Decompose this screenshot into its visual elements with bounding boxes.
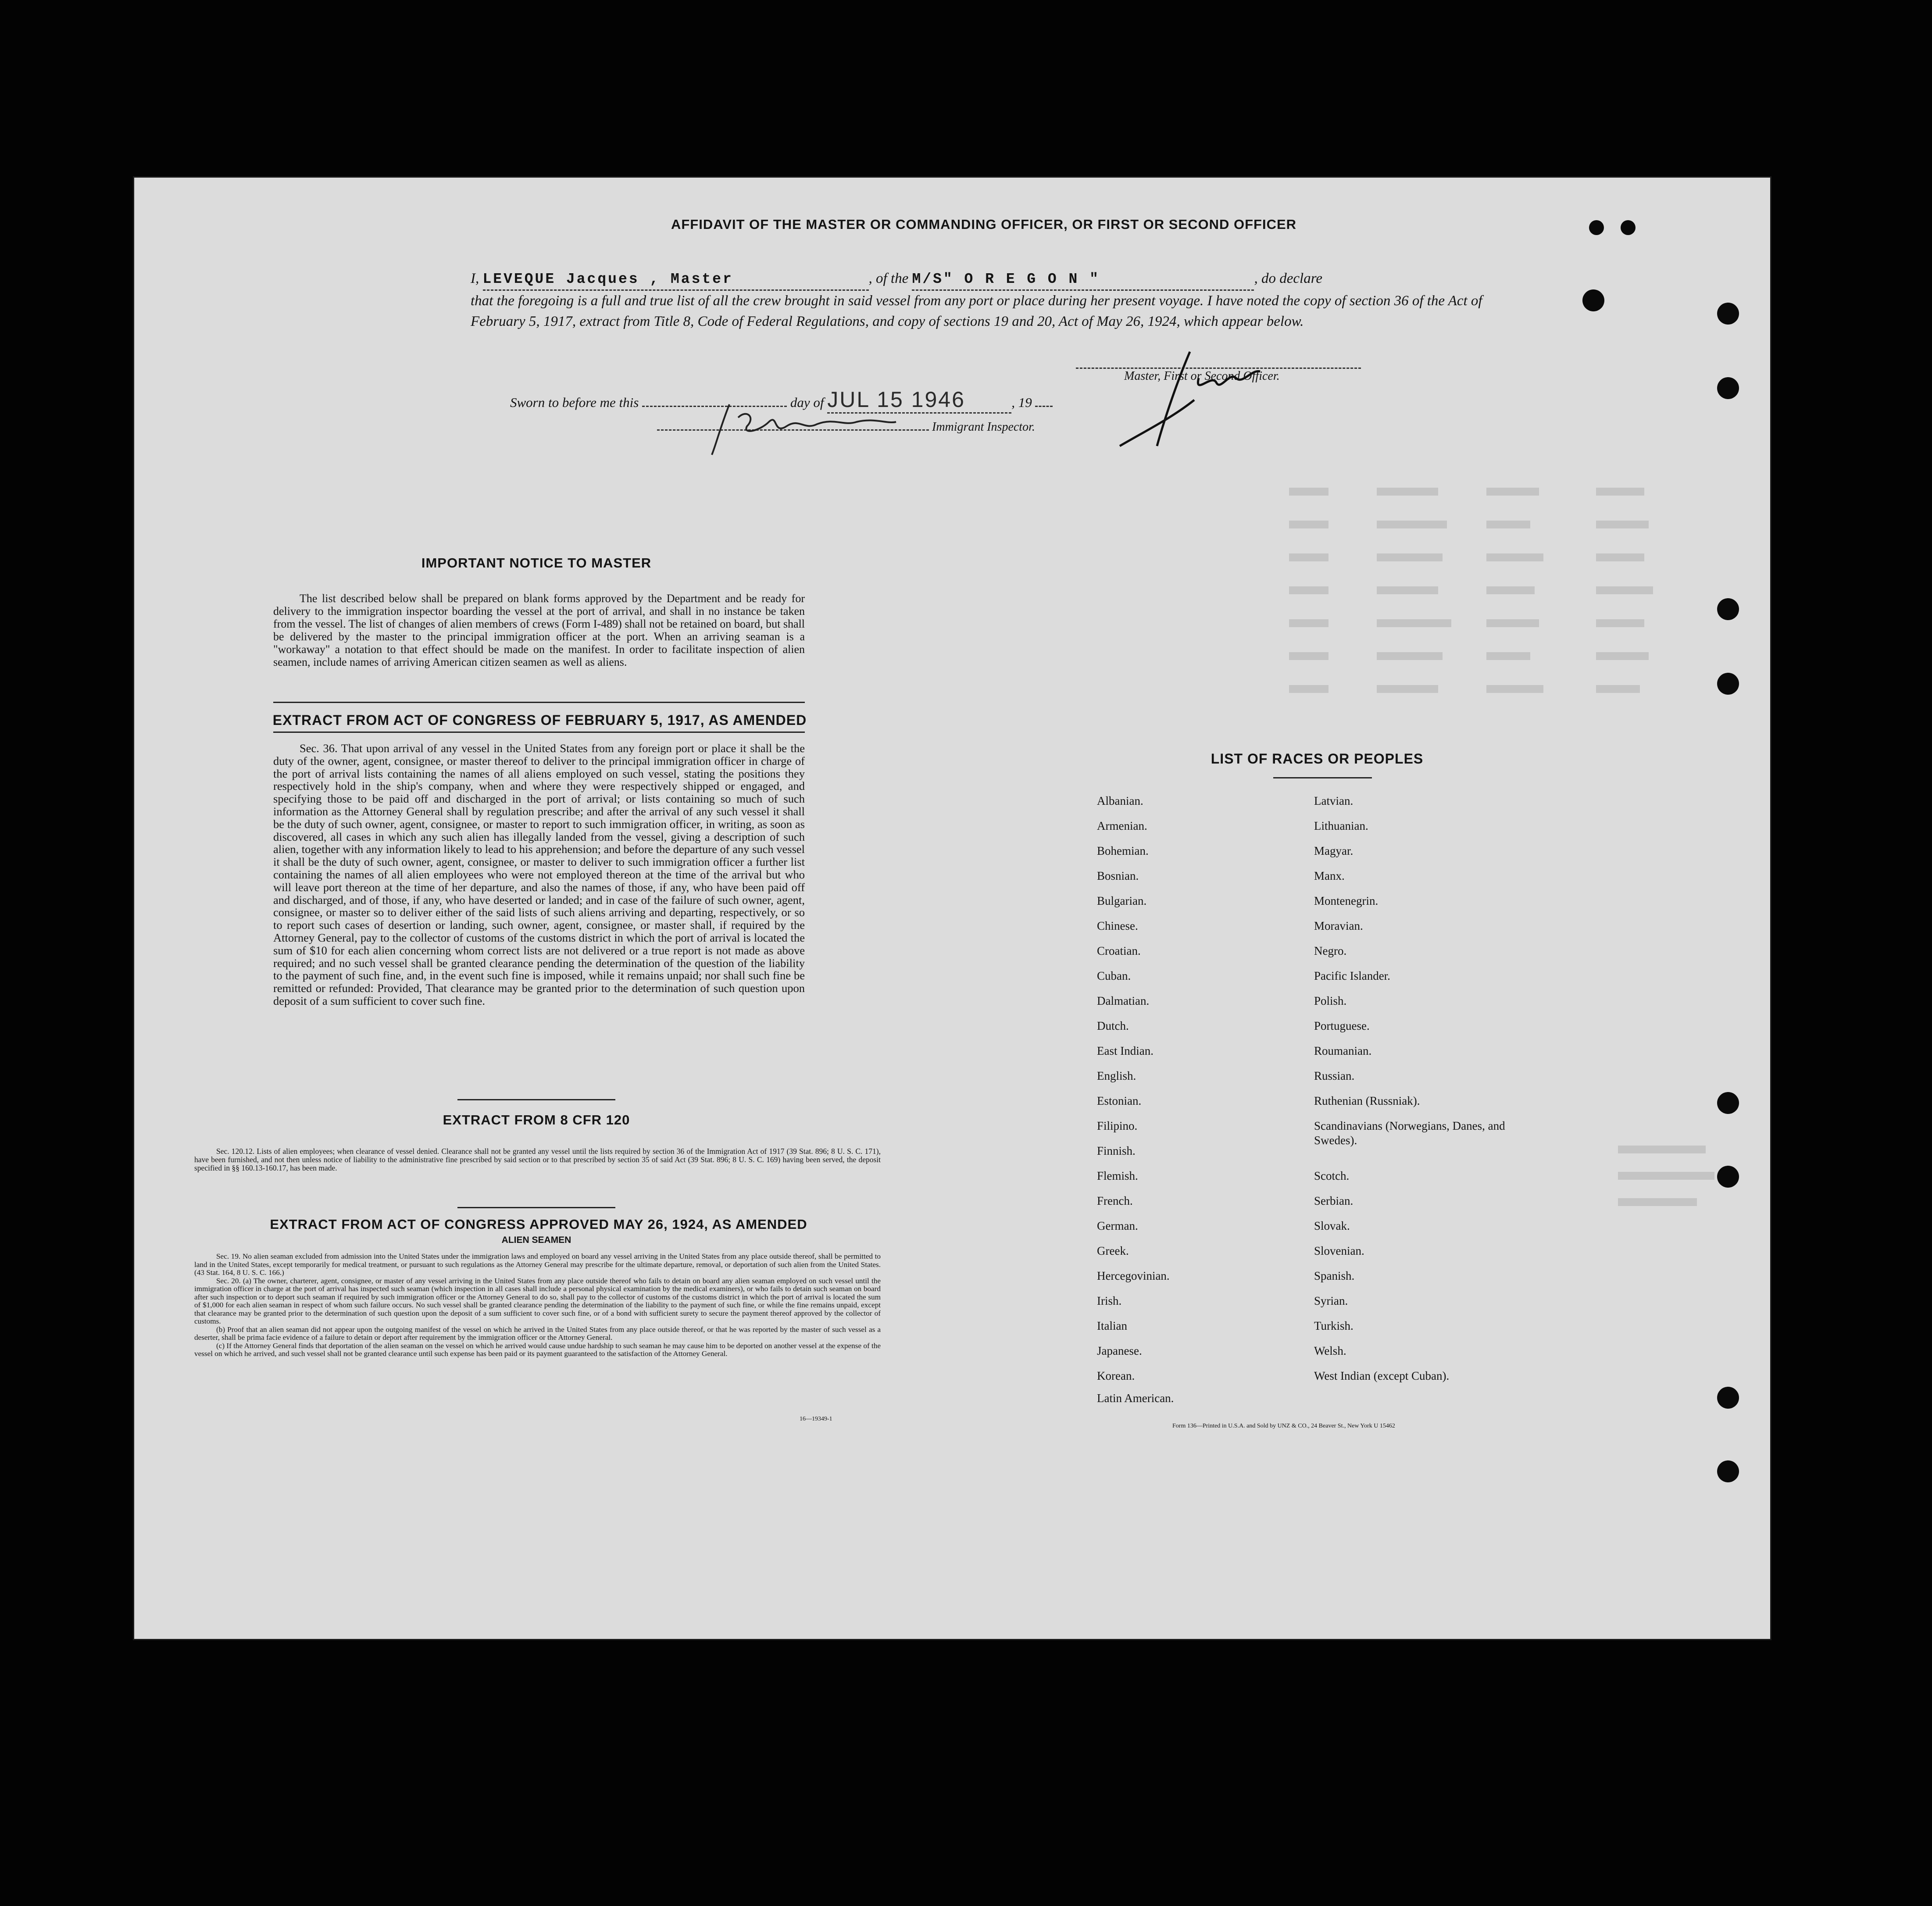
race-item: Cuban. [1097, 969, 1131, 982]
extract-1924-text [194, 1253, 881, 1358]
declaration-text: that the foregoing is a full and true list of all the crew brought in said vessel from any port or place during her present voyage. I have noted the copy of section 36 of the Act of February 5, 1917, extract from Title 8, Code of Federal Regulations, and copy of sections 19 and 20, Act of May 26, 1924, which appear below. [471, 293, 1482, 329]
day-of-label: day of [790, 395, 824, 410]
inspector-signature [703, 400, 931, 457]
notice-heading: IMPORTANT NOTICE TO MASTER [421, 555, 652, 571]
race-item: Moravian. [1314, 919, 1363, 932]
race-item: Spanish. [1314, 1269, 1355, 1282]
race-item: Latvian. [1314, 794, 1353, 807]
sec-20a-paragraph: Sec. 20. (a) The owner, charterer, agent, consignee, or master of any vessel arriving in the United States from any place outside thereof who fails to detain on board any alien seaman employed on such vessel until the immigration officer in charge at the port of arrival has inspected such seaman (which inspection in all cases shall include a personal physical examination by the medical examiners), or who fails to detain such seaman on board after such inspection or to deport such seaman if required by such immigration officer or the Attorney General to do so, shall pay to the collector of customs of the customs district in which the port of arrival is located the sum of $1,000 for each alien seaman in respect of whom such failure occurs. No such vessel shall be granted clearance pending the determination of the liability to the payment of such fine, or while the fine remains unpaid, except that clearance may be granted prior to the determination of such question upon the deposit of a sum sufficient to cover such fine, or of a bond with sufficient surety to secure the payment thereof approved by the collector of customs. [194, 1276, 881, 1325]
punch-hole [1589, 220, 1604, 235]
document-page [133, 176, 1771, 1640]
date-stamp: JUL 15 1946 [827, 387, 965, 412]
race-item: Dalmatian. [1097, 994, 1150, 1007]
declaration-first-line [471, 268, 1532, 291]
section-divider [457, 1207, 615, 1208]
race-item: Filipino. [1097, 1119, 1138, 1132]
race-item: Russian. [1314, 1069, 1355, 1082]
punch-hole [1582, 289, 1604, 311]
punch-hole [1717, 377, 1739, 399]
race-item: Ruthenian (Russniak). [1314, 1094, 1420, 1107]
extract-cfr-text: Sec. 120.12. Lists of alien employees; when clearance of vessel denied. Clearance shall not be granted any vessel until the lists required by section 36 of the Immigration Act of 1917 (39 Stat. 896; 8 U. S. C. 171), have been furnished, and not then unless notice of liability to the administrative fine prescribed by said section or to that prescribed by section 35 of said Act (39 Stat. 896; 8 U. S. C. 169) having been served, the deposit specified in §§ 160.13-160.17, has been made. [194, 1147, 881, 1172]
races-heading: LIST OF RACES OR PEOPLES [1211, 751, 1424, 767]
notice-text: The list described below shall be prepared on blank forms approved by the Department and be ready for delivery to the immigration inspector boarding the vessel at the port of arrival, and shall in no instance be taken from the vessel. The list of changes of alien members of crews (Form I-489) shall not be retained on board, but shall be delivered by the master to the principal immigration officer at the port. When an arriving seaman is a "workaway" a notation to that effect should be made on the manifest. In order to facilitate inspection of alien seamen, include names of arriving American citizen seamen as well as aliens. [273, 592, 805, 668]
do-declare-label: , do declare [1254, 271, 1322, 286]
bleed-through-background [719, 479, 1771, 1356]
race-item: Syrian. [1314, 1294, 1348, 1307]
race-item: Bohemian. [1097, 844, 1149, 857]
race-item: Finnish. [1097, 1144, 1136, 1157]
section-divider [273, 732, 805, 733]
race-item: Lithuanian. [1314, 819, 1368, 832]
race-item: Turkish. [1314, 1319, 1353, 1332]
race-item: Pacific Islander. [1314, 969, 1390, 982]
race-item: French. [1097, 1194, 1133, 1207]
form-number: 16—19349-1 [800, 1416, 832, 1422]
extract-cfr-heading: EXTRACT FROM 8 CFR 120 [443, 1112, 630, 1128]
race-item: Slovenian. [1314, 1244, 1364, 1257]
race-item: Croatian. [1097, 944, 1141, 957]
race-item: Bosnian. [1097, 869, 1139, 882]
race-item: Japanese. [1097, 1344, 1142, 1357]
race-item: Polish. [1314, 994, 1347, 1007]
sworn-label: Sworn to before me this [510, 395, 639, 410]
year-prefix: , 19 [1011, 395, 1032, 410]
of-the-label: , of the [868, 271, 909, 286]
race-item: Welsh. [1314, 1344, 1346, 1357]
punch-hole [1717, 1460, 1739, 1482]
race-item: Korean. [1097, 1369, 1135, 1382]
race-item: Estonian. [1097, 1094, 1142, 1107]
race-item: Flemish. [1097, 1169, 1138, 1182]
races-heading-underline [1273, 777, 1372, 778]
sec-20c-paragraph: (c) If the Attorney General finds that deportation of the alien seaman on the vessel on which he arrived would cause undue hardship to such seaman he may cause him to be deported on another vessel at the expense of the vessel on which he arrived, and such vessel shall not be granted clearance until such expense has been paid or its payment guaranteed to the satisfaction of the Attorney General. [194, 1341, 881, 1358]
master-name: LEVEQUE Jacques , Master [482, 271, 733, 287]
race-item: Italian [1097, 1319, 1127, 1332]
punch-hole [1717, 303, 1739, 325]
punch-hole [1717, 1387, 1739, 1409]
race-item: Latin American. [1097, 1392, 1174, 1405]
section-divider [273, 702, 805, 703]
race-item: Slovak. [1314, 1219, 1350, 1232]
race-item: Armenian. [1097, 819, 1147, 832]
race-item: Irish. [1097, 1294, 1122, 1307]
race-item: Magyar. [1314, 844, 1353, 857]
race-item: Portuguese. [1314, 1019, 1370, 1032]
race-item: Negro. [1314, 944, 1347, 957]
inspector-label: Immigrant Inspector. [932, 420, 1035, 434]
affidavit-declaration [471, 268, 1532, 332]
race-item: Montenegrin. [1314, 894, 1378, 907]
vessel-field [912, 268, 1254, 291]
year-field [1035, 406, 1053, 407]
section-divider [457, 1099, 615, 1100]
vessel-name: M/S" O R E G O N " [912, 271, 1100, 287]
race-item: Scotch. [1314, 1169, 1350, 1182]
race-item: Scandinavians (Norwegians, Danes, and Swedes). [1314, 1119, 1505, 1147]
race-item: Bulgarian. [1097, 894, 1147, 907]
race-item: German. [1097, 1219, 1138, 1232]
race-item: Dutch. [1097, 1019, 1129, 1032]
race-item: Greek. [1097, 1244, 1129, 1257]
race-item: Roumanian. [1314, 1044, 1372, 1057]
race-item: Hercegovinian. [1097, 1269, 1170, 1282]
race-item: Albanian. [1097, 794, 1143, 807]
race-item: West Indian (except Cuban). [1314, 1369, 1450, 1382]
punch-hole [1621, 220, 1636, 235]
sec-20b-paragraph: (b) Proof that an alien seaman did not appear upon the outgoing manifest of the vessel on which he arrived in the United States from any place outside thereof, or that he was reported by the master of such vessel as a deserter, shall be prima facie evidence of a failure to detain or deport after requirement by the immigration officer or the Attorney General. [194, 1325, 881, 1342]
alien-seamen-subheading: ALIEN SEAMEN [501, 1235, 571, 1245]
race-item: Manx. [1314, 869, 1345, 882]
punch-hole [1717, 1166, 1739, 1188]
extract-1924-heading: EXTRACT FROM ACT OF CONGRESS APPROVED MAY 26, 1924, AS AMENDED [270, 1217, 807, 1232]
affidavit-title: AFFIDAVIT OF THE MASTER OR COMMANDING OFFICER, OR FIRST OR SECOND OFFICER [671, 217, 1297, 232]
declaration-i: I, [471, 271, 479, 286]
race-item: Serbian. [1314, 1194, 1353, 1207]
master-signature [1111, 347, 1273, 453]
extract-1917-text: Sec. 36. That upon arrival of any vessel in the United States from any foreign port or place it shall be the duty of the owner, agent, consignee, or master thereof to deliver to the principal immigration officer in charge of the port of arrival lists containing the names of all aliens employed on such vessel, stating the positions they respectively hold in the ship's company, when and where they were respectively shipped or engaged, and specifying those to be paid off and discharged in the port of arrival; or lists containing so much of such information as the Attorney General shall by regulation prescribe; and after the arrival of any such vessel it shall be the duty of such owner, agent, consignee, or master to report to such immigration officer, in writing, as soon as discovered, all cases in which any such alien has illegally landed from the vessel, giving a description of such alien, together with any information likely to lead to his apprehension; and before the departure of any such vessel it shall be the duty of such owner, agent, consignee, or master to deliver to such immigration officer a further list containing the names of all alien employees who were not employed thereon at the time of the arrival but who will leave port thereon at the time of her departure, and also the names of those, if any, who have been paid off and discharged, and of those, if any, who have deserted or landed; and in case of the failure of such owner, agent, consignee, or master so to deliver either of the said lists of such aliens arriving and departing, respectively, or so to report such cases of desertion or landing, such owner, agent, consignee, or master shall, if required by the Attorney General, pay to the collector of customs of the customs district in which the port of arrival is located the sum of $10 for each alien concerning whom correct lists are not delivered or a true report is not made as above required; and no such vessel shall be granted clearance pending the determination of the question of the liability to the payment of such fine, and, in the event such fine is imposed, while it remains unpaid; nor shall such fine be remitted or refunded: Provided, That clearance may be granted prior to the determination of such question upon deposit of a sum sufficient to cover such fine. [273, 742, 805, 1007]
punch-hole [1717, 1092, 1739, 1114]
punch-hole [1717, 673, 1739, 695]
punch-hole [1717, 598, 1739, 620]
race-item: English. [1097, 1069, 1136, 1082]
sec-19-paragraph: Sec. 19. No alien seaman excluded from admission into the United States under the immigration laws and employed on board any vessel arriving in the United States from any place outside thereof, shall be permitted to land in the United States, except temporarily for medical treatment, or pursuant to such regulations as the Attorney General may prescribe for the ultimate departure, removal, or deportation of such alien from the United States. (43 Stat. 164, 8 U. S. C. 166.) [194, 1252, 881, 1277]
master-signature-label: Master, First or Second Officer. [1124, 369, 1280, 383]
extract-1917-heading: EXTRACT FROM ACT OF CONGRESS OF FEBRUARY 5, 1917, AS AMENDED [272, 712, 807, 728]
race-item: Chinese. [1097, 919, 1138, 932]
race-item: East Indian. [1097, 1044, 1153, 1057]
master-name-field [483, 268, 869, 291]
printer-footer: Form 136—Printed in U.S.A. and Sold by UNZ & CO., 24 Beaver St., New York U 15462 [1172, 1423, 1395, 1429]
